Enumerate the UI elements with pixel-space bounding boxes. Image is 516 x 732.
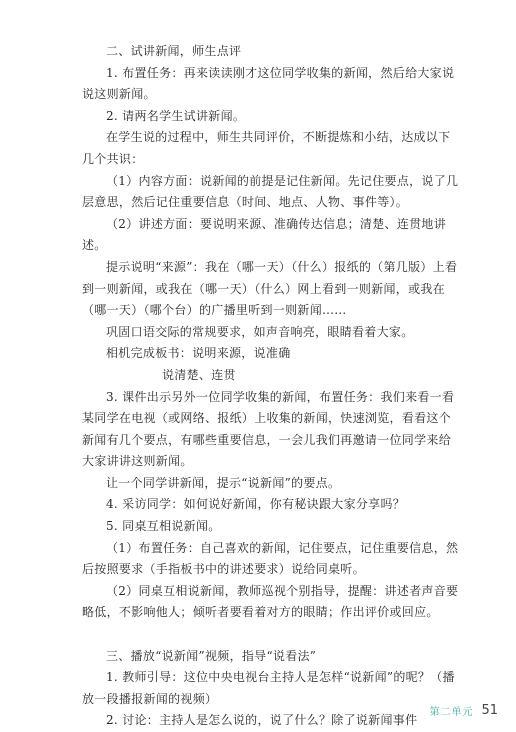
paragraph: 1. 教师引导：这位中央电视台主持人是怎样“说新闻”的呢？（播放一段播报新闻的视频） (82, 670, 455, 706)
paragraph: 提示说明“来源”：我在（哪一天）（什么）报纸的（第几版）上看到一则新闻，或我在（哪一天）（什么）网上看到一则新闻，或我在（哪一天）（哪个台）的广播里听到一则新闻…… (82, 259, 458, 318)
paragraph: 5. 同桌互相说新闻。 (106, 519, 221, 534)
paragraph: （2）讲述方面：要说明来源、准确传达信息；清楚、连贯地讲述。 (82, 216, 447, 253)
paragraph: （1）内容方面：说新闻的前提是记住新闻。先记住要点，说了几层意思，然后记住重要信息（时间、地点、人物、事件等）。 (82, 173, 459, 210)
paragraph: 相机完成板书：说明来源，说准确 (106, 346, 291, 361)
paragraph: （2）同桌互相说新闻，教师巡视个别指导，提醒：讲述者声音要略低，不影响他人；倾听者要看着对方的眼睛；作出评价或回应。 (82, 583, 459, 620)
paragraph: 巩固口语交际的常规要求，如声音响亮，眼睛看着大家。 (106, 324, 414, 339)
paragraph: （1）布置任务：自己喜欢的新闻，记住要点，记住重要信息，然后按照要求（手指板书中的讲述要求）说给同桌听。 (82, 540, 459, 577)
unit-label: 第二单元 (429, 707, 474, 718)
page-footer (429, 703, 498, 718)
paragraph: 2. 请两名学生试讲新闻。 (106, 108, 246, 123)
paragraph: 2. 讨论：主持人是怎么说的，说了什么？除了说新闻事件 (106, 713, 418, 728)
paragraph: 让一个同学讲新闻，提示“说新闻”的要点。 (106, 475, 341, 490)
paragraph: 1. 布置任务：再来读读刚才这位同学收集的新闻，然后给大家说说这则新闻。 (82, 65, 455, 102)
paragraph: 4. 采访同学：如何说好新闻，你有秘诀跟大家分享吗？ (106, 497, 406, 512)
page-number: 51 (481, 703, 498, 718)
paragraph: 在学生说的过程中，师生共同评价，不断提炼和小结，达成以下几个共识： (82, 130, 451, 166)
page-body (82, 41, 462, 732)
paragraph: 3. 课件出示另外一位同学收集的新闻，布置任务：我们来看一看某同学在电视（或网络、报纸）上收集的新闻，快速浏览，看看这个新闻有几个要点，有哪些重要信息，一会儿我们再邀请一位同学来给大家讲讲这则新闻。 (82, 389, 455, 469)
paragraph-gap (82, 624, 462, 646)
paragraph: 二、试讲新闻，师生点评 (106, 44, 242, 58)
paragraph: 说清楚、连贯 (162, 367, 236, 382)
paragraph: 三、播放“说新闻”视频，指导“说看法” (106, 648, 317, 663)
